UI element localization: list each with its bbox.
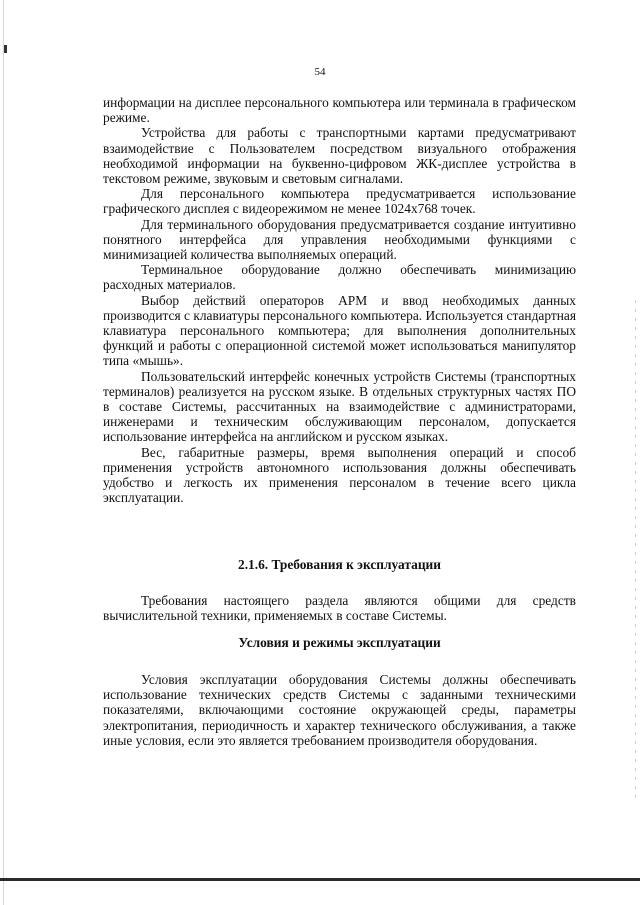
paragraph-pc-display: Для персонального компьютера предусматривается использование графического дисплея с видеорежимом не менее 1024x768 точек. bbox=[103, 186, 576, 217]
paragraph-user-interface-language: Пользовательский интерфейс конечных устройств Системы (транспортных терминалов) реализуется на русском языке. В отдельных структурных частях ПО в составе Системы, рассчитанных на взаимодействие с администраторами, инженерами и техническим обслуживающим персоналом, допускается использование интерфейса на английском и русском языках. bbox=[103, 368, 576, 445]
section-heading: 2.1.6. Требования к эксплуатации bbox=[238, 557, 441, 572]
section-paragraph: Требования настоящего раздела являются общими для средств вычислительной техники, применяемых в составе Системы. bbox=[103, 593, 576, 624]
paragraph-consumables: Терминальное оборудование должно обеспечивать минимизацию расходных материалов. bbox=[103, 262, 576, 293]
scan-mark bbox=[4, 45, 7, 53]
paragraph-operator-input: Выбор действий операторов АРМ и ввод необходимых данных производится с клавиатуры персонального компьютера. Используется стандартная клавиатура персонального компьютера; для выполнения дополнительных функций и работы с операционной системой может использоваться манипулятор типа «мышь». bbox=[103, 292, 576, 369]
body-text bbox=[103, 95, 576, 505]
subsection-paragraph: Условия эксплуатации оборудования Системы должны обеспечивать использование технических средств Системы с заданными техническими показателями, включающими состояние окружающей среды, параметры электропитания, периодичность и характер технического обслуживания, а также иные условия, если это является требованием производителя оборудования. bbox=[103, 672, 576, 748]
subsection-heading: Условия и режимы эксплуатации bbox=[238, 635, 441, 650]
paragraph-terminal-interface: Для терминального оборудования предусматривается создание интуитивно понятного интерфейса для управления необходимыми функциями с минимизацией количества выполняемых операций. bbox=[103, 216, 576, 263]
paragraph-continuation: информации на дисплее персонального компьютера или терминала в графическом режиме. bbox=[103, 95, 576, 126]
scan-right-edge bbox=[635, 300, 636, 800]
paragraph-weight-dimensions: Вес, габаритные размеры, время выполнения операций и способ применения устройств автономного использования должны обеспечивать удобство и легкость их применения персоналом в течение всего цикла эксплуатации. bbox=[103, 444, 576, 506]
page-number: 54 bbox=[314, 66, 326, 78]
paragraph-transport-cards: Устройства для работы с транспортными картами предусматривают взаимодействие с Пользователем посредством визуального отображения необходимой информации на буквенно-цифровом ЖК-дисплее устройства в текстовом режиме, звуковым и световым сигналами. bbox=[103, 125, 576, 187]
bottom-scan-rule bbox=[0, 878, 640, 881]
scan-left-edge bbox=[3, 0, 4, 905]
